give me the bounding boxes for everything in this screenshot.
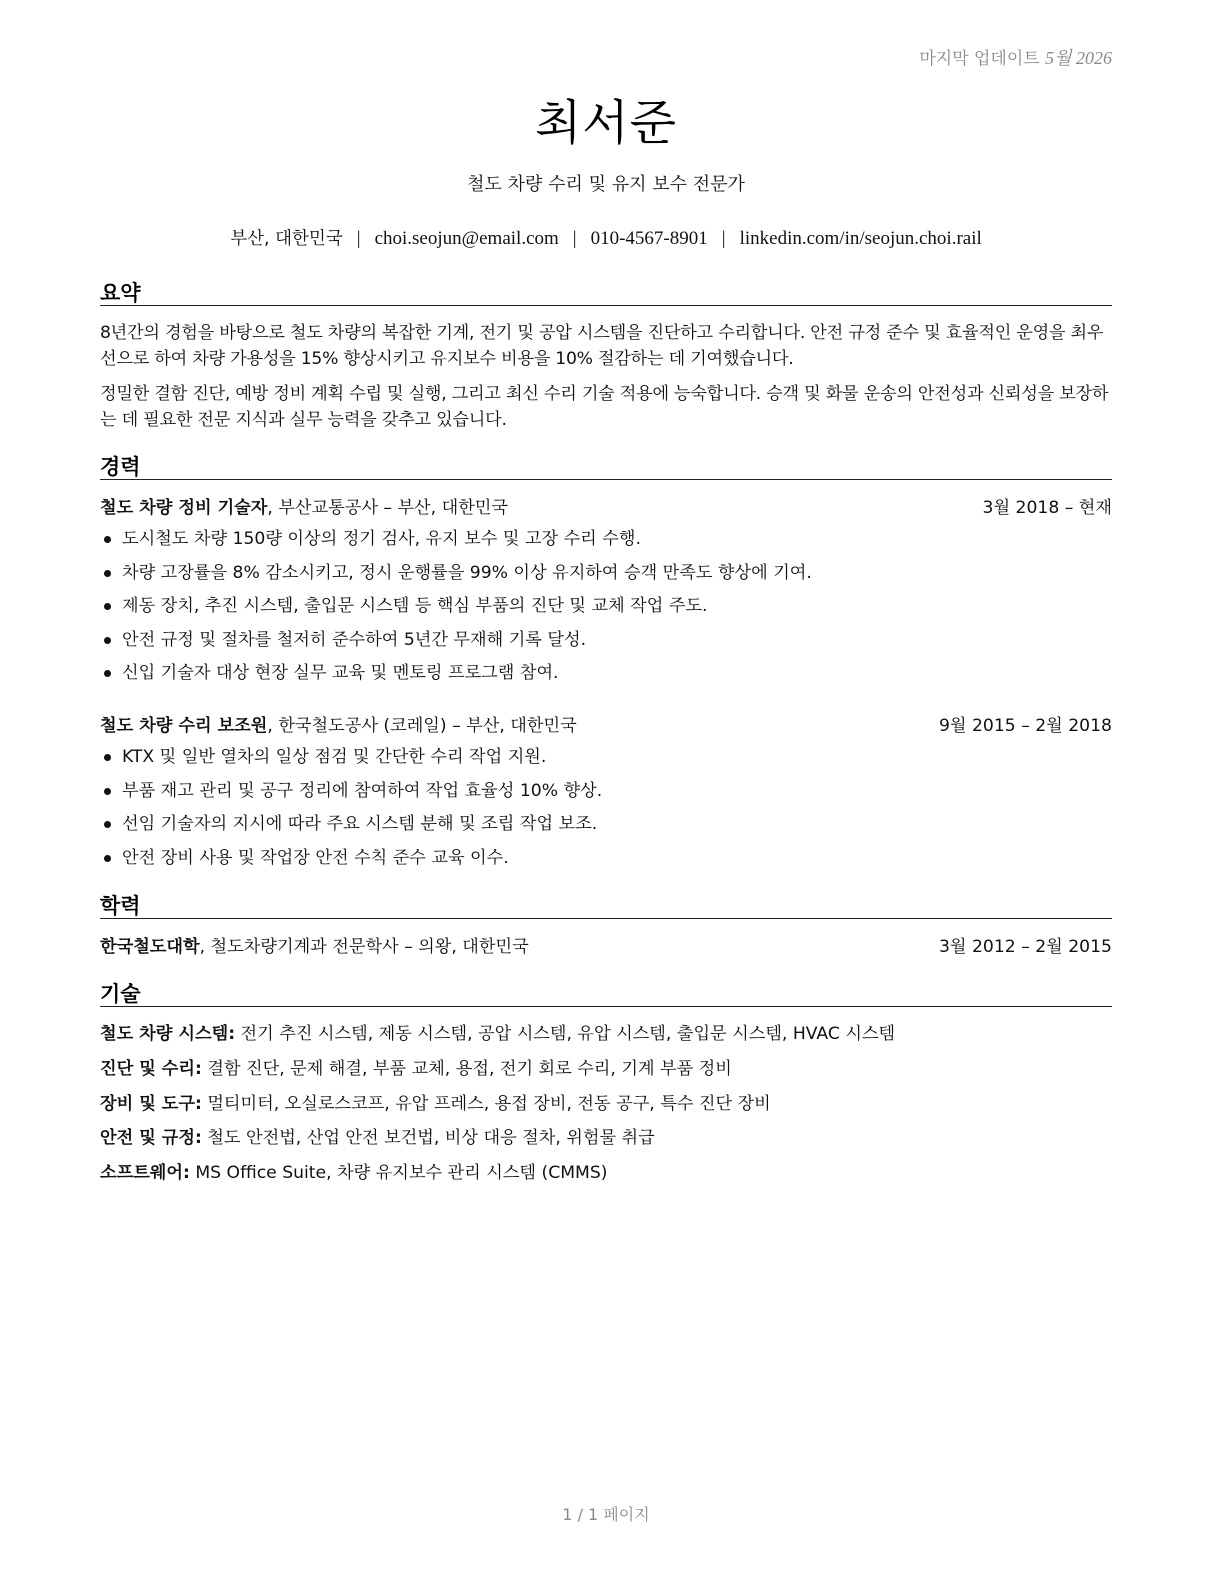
skill-label: 진단 및 수리: bbox=[100, 1059, 202, 1079]
education-dates: 3월 2012 – 2월 2015 bbox=[938, 937, 1112, 957]
job-bullet: 제동 장치, 추진 시스템, 출입문 시스템 등 핵심 부품의 진단 및 교체 작업 주도. bbox=[100, 593, 1112, 619]
contact-location: 부산, 대한민국 bbox=[230, 229, 343, 249]
skill-line bbox=[100, 1160, 1112, 1186]
skill-line bbox=[100, 1091, 1112, 1117]
job-bullet: 안전 규정 및 절차를 철저히 준수하여 5년간 무재해 기록 달성. bbox=[100, 627, 1112, 653]
education-school: 한국철도대학 bbox=[100, 937, 200, 957]
job-bullet: KTX 및 일반 열차의 일상 점검 및 간단한 수리 작업 지원. bbox=[100, 744, 1112, 770]
summary-paragraph-2: 정밀한 결함 진단, 예방 정비 계획 수립 및 실행, 그리고 최신 수리 기술 적용에 능숙합니다. 승객 및 화물 운송의 안전성과 신뢰성을 보장하는 데 필요한 전문 지식과 실무 능력을 갖추고 있습니다. bbox=[100, 384, 1109, 430]
contact-phone: 010-4567-8901 bbox=[590, 228, 708, 249]
contact-separator: | bbox=[721, 228, 726, 249]
job-dates: 3월 2018 – 현재 bbox=[982, 498, 1112, 518]
summary-paragraph-1: 8년간의 경험을 바탕으로 철도 차량의 복잡한 기계, 전기 및 공압 시스템을 진단하고 수리합니다. 안전 규정 준수 및 효율적인 운영을 최우선으로 하여 차량 가용성을 15% 향상시키고 유지보수 비용을 10% 절감하는 데 기여했습니다. bbox=[100, 323, 1104, 369]
job-bullet: 선임 기술자의 지시에 따라 주요 시스템 분해 및 조립 작업 보조. bbox=[100, 811, 1112, 837]
job-bullet: 도시철도 차량 150량 이상의 정기 검사, 유지 보수 및 고장 수리 수행. bbox=[100, 526, 1112, 552]
skill-value: 결함 진단, 문제 해결, 부품 교체, 용접, 전기 회로 수리, 기계 부품 정비 bbox=[201, 1059, 732, 1079]
skill-label: 철도 차량 시스템: bbox=[100, 1024, 236, 1044]
job-bullet: 안전 장비 사용 및 작업장 안전 수칙 준수 교육 이수. bbox=[100, 845, 1112, 871]
job-header bbox=[100, 713, 1112, 739]
skill-label: 소프트웨어: bbox=[100, 1163, 190, 1183]
job-bullets bbox=[100, 526, 1112, 694]
candidate-headline: 철도 차량 수리 및 유지 보수 전문가 bbox=[467, 174, 745, 195]
job-bullet: 차량 고장률을 8% 감소시키고, 정시 운행률을 99% 이상 유지하여 승객 만족도 향상에 기여. bbox=[100, 560, 1112, 586]
job-dates: 9월 2015 – 2월 2018 bbox=[938, 716, 1112, 736]
last-updated-label: 마지막 업데이트 bbox=[919, 49, 1040, 69]
last-updated-date: 5월 2026 bbox=[1045, 48, 1112, 68]
job-role: 철도 차량 정비 기술자 bbox=[100, 498, 268, 518]
job-bullet: 부품 재고 관리 및 공구 정리에 참여하여 작업 효율성 10% 향상. bbox=[100, 778, 1112, 804]
section-title-experience: 경력 bbox=[100, 451, 1112, 480]
contact-email[interactable]: choi.seojun@email.com bbox=[374, 228, 559, 249]
education-detail: , 철도차량기계과 전문학사 – 의왕, 대한민국 bbox=[199, 937, 529, 957]
education-entry bbox=[100, 934, 1112, 960]
job-org: , 한국철도공사 (코레일) – 부산, 대한민국 bbox=[267, 716, 577, 736]
job-role: 철도 차량 수리 보조원 bbox=[100, 716, 268, 736]
page-number: 1 / 1 페이지 bbox=[562, 1505, 650, 1524]
skill-line bbox=[100, 1021, 1112, 1047]
contact-linkedin[interactable]: linkedin.com/in/seojun.choi.rail bbox=[739, 228, 982, 249]
job-header bbox=[100, 495, 1112, 521]
skill-line bbox=[100, 1056, 1112, 1082]
skill-label: 장비 및 도구: bbox=[100, 1094, 202, 1114]
skill-value: 전기 추진 시스템, 제동 시스템, 공압 시스템, 유압 시스템, 출입문 시스템, HVAC 시스템 bbox=[235, 1024, 896, 1044]
contact-separator: | bbox=[356, 228, 361, 249]
section-title-summary: 요약 bbox=[100, 277, 1112, 306]
section-title-skills: 기술 bbox=[100, 978, 1112, 1007]
section-title-education: 학력 bbox=[100, 890, 1112, 919]
job-bullets bbox=[100, 744, 1112, 878]
skill-line bbox=[100, 1125, 1112, 1151]
last-updated bbox=[919, 44, 1112, 70]
skill-value: 철도 안전법, 산업 안전 보건법, 비상 대응 절차, 위험물 취급 bbox=[201, 1128, 655, 1148]
job-bullet: 신입 기술자 대상 현장 실무 교육 및 멘토링 프로그램 참여. bbox=[100, 660, 1112, 686]
contact-separator: | bbox=[572, 228, 577, 249]
job-org: , 부산교통공사 – 부산, 대한민국 bbox=[267, 498, 509, 518]
skill-value: 멀티미터, 오실로스코프, 유압 프레스, 용접 장비, 전동 공구, 특수 진단 장비 bbox=[201, 1094, 771, 1114]
skill-label: 안전 및 규정: bbox=[100, 1128, 202, 1148]
candidate-name: 최서준 bbox=[534, 95, 678, 151]
contact-line bbox=[100, 225, 1112, 250]
skill-value: MS Office Suite, 차량 유지보수 관리 시스템 (CMMS) bbox=[189, 1163, 608, 1183]
resume-page bbox=[100, 0, 1112, 1584]
